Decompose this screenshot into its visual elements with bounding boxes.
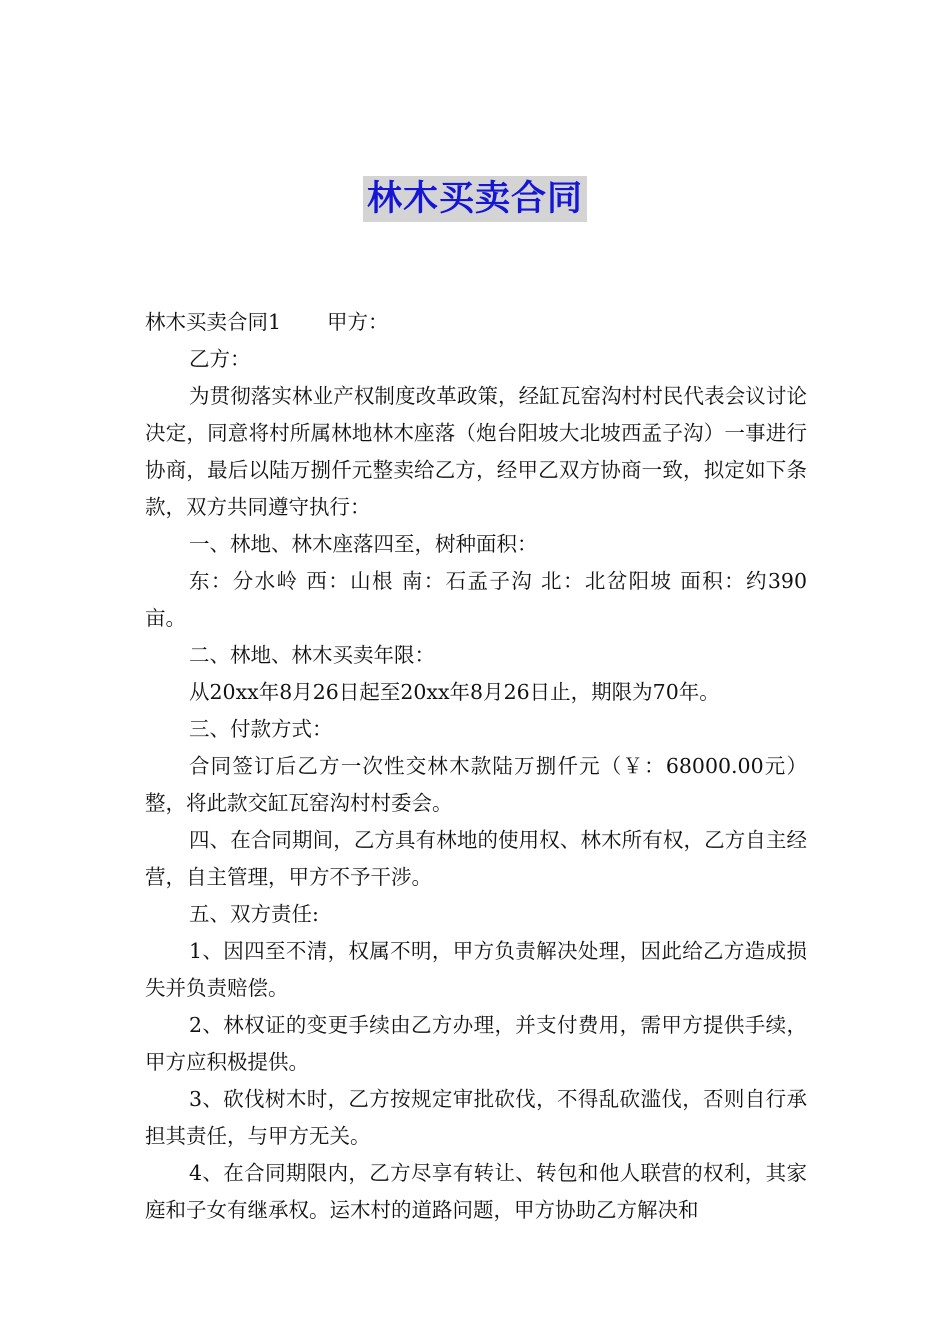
- heading-line: [145, 304, 807, 341]
- paragraph-boundaries: 东：分水岭 西：山根 南：石孟子沟 北：北岔阳坡 面积：约390亩。: [145, 569, 807, 630]
- paragraph-payment: 合同签订后乙方一次性交林木款陆万捌仟元（￥：68000.00元）整，将此款交缸瓦窑沟村村委会。: [145, 754, 807, 815]
- paragraph-duty-4: 4、在合同期限内，乙方尽享有转让、转包和他人联营的权利，其家庭和子女有继承权。运木村的道路问题，甲方协助乙方解决和: [145, 1161, 807, 1222]
- paragraph-section-5: 五、双方责任:: [189, 902, 319, 926]
- paragraph-preamble: 为贯彻落实林业产权制度改革政策，经缸瓦窑沟村村民代表会议讨论决定，同意将村所属林地林木座落（炮台阳坡大北坡西孟子沟）一事进行协商，最后以陆万捌仟元整卖给乙方，经甲乙双方协商一致，拟定如下条款，双方共同遵守执行：: [145, 384, 807, 519]
- party-a-label: 甲方：: [327, 310, 389, 334]
- paragraph-section-1: 一、林地、林木座落四至，树种面积：: [189, 532, 538, 556]
- paragraph-duty-2: 2、林权证的变更手续由乙方办理，并支付费用，需甲方提供手续，甲方应积极提供。: [145, 1013, 807, 1074]
- paragraph-party-b: 乙方：: [189, 347, 251, 371]
- paragraph-section-4: 四、在合同期间，乙方具有林地的使用权、林木所有权，乙方自主经营，自主管理，甲方不予干涉。: [145, 828, 807, 889]
- heading-left: 林木买卖合同1: [145, 310, 282, 334]
- title-container: [0, 176, 950, 222]
- paragraph-section-3: 三、付款方式：: [189, 717, 333, 741]
- paragraph-duty-1: 1、因四至不清，权属不明，甲方负责解决处理，因此给乙方造成损失并负责赔偿。: [145, 939, 807, 1000]
- document-title: 林木买卖合同: [363, 176, 587, 222]
- paragraph-duty-3: 3、砍伐树木时，乙方按规定审批砍伐，不得乱砍滥伐，否则自行承担其责任，与甲方无关。: [145, 1087, 807, 1148]
- document-body: [145, 304, 807, 1229]
- paragraph-term: 从20xx年8月26日起至20xx年8月26日止，期限为70年。: [189, 680, 720, 704]
- paragraph-section-2: 二、林地、林木买卖年限：: [189, 643, 435, 667]
